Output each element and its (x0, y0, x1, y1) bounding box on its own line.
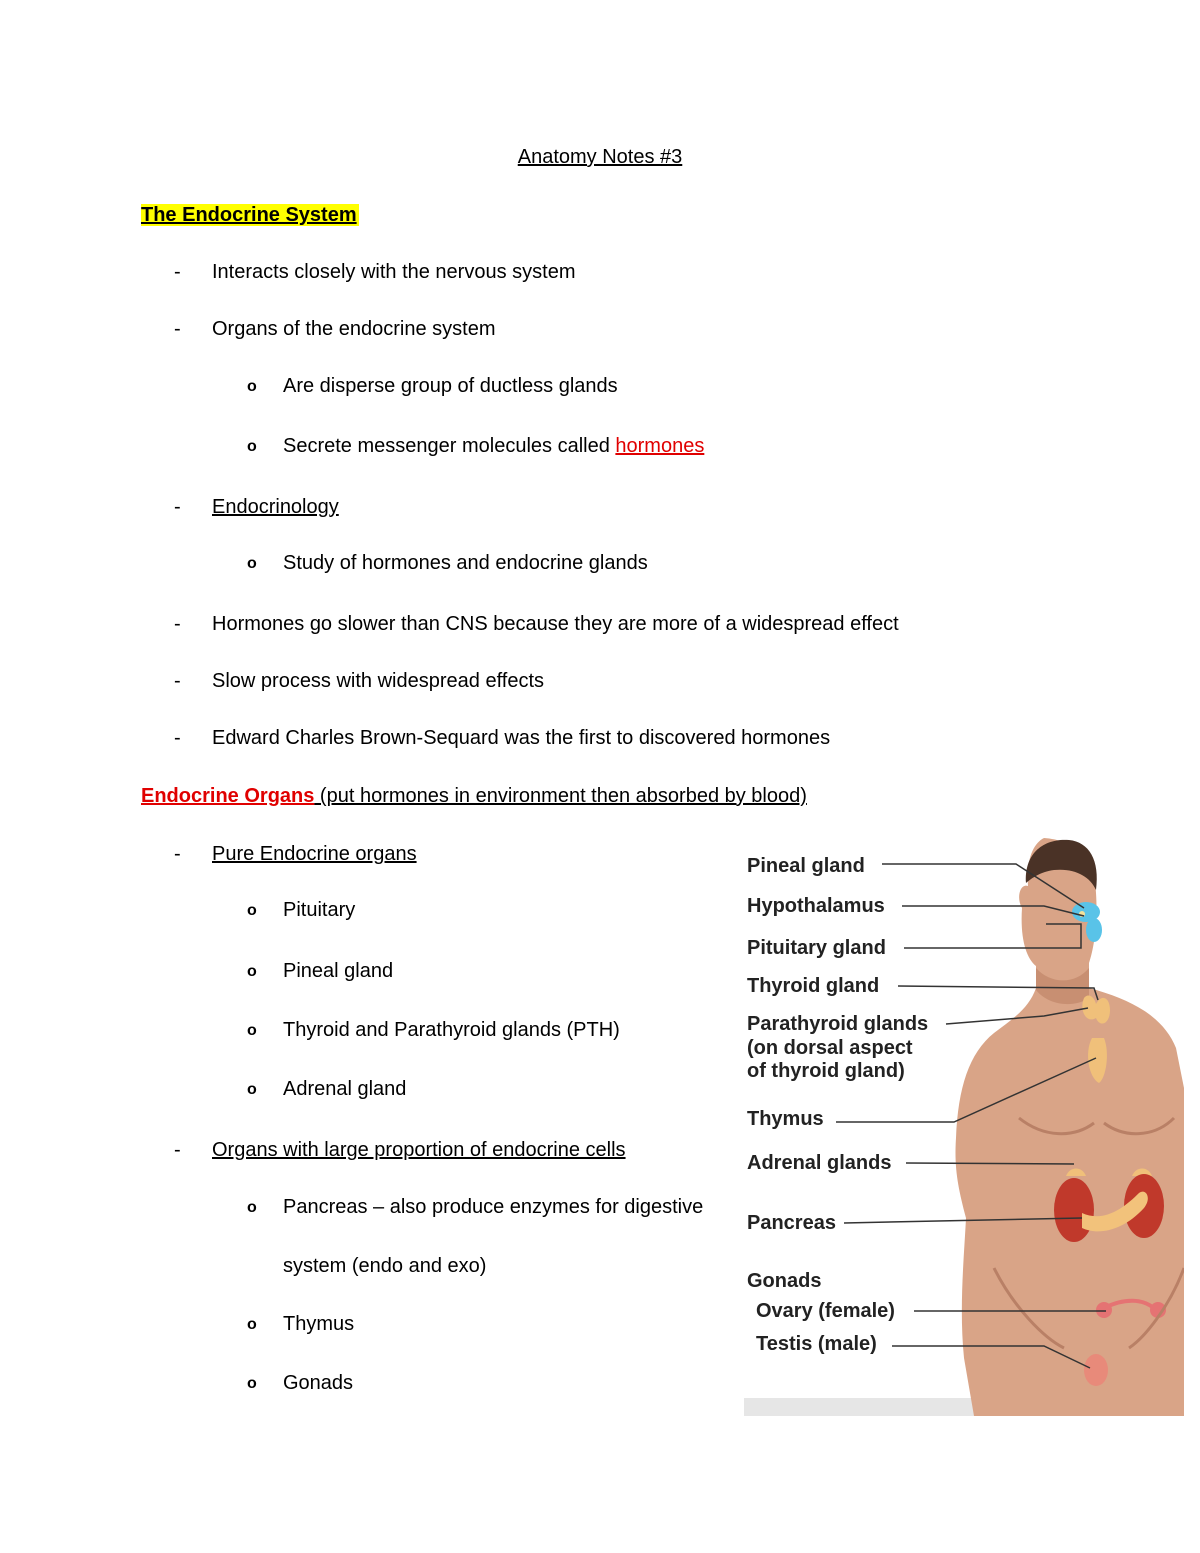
section-heading-text: The Endocrine System (141, 204, 357, 226)
circle-bullet: o (247, 1199, 257, 1216)
label-thymus: Thymus (747, 1108, 824, 1130)
dash-marker: - (174, 496, 181, 518)
dash-marker: - (174, 613, 181, 635)
circle-bullet: o (247, 378, 257, 395)
sub-bullet-text: Secrete messenger molecules called (283, 435, 616, 457)
dash-marker: - (174, 261, 181, 283)
sub-bullet-item: Pituitary (283, 899, 356, 921)
circle-bullet: o (247, 1375, 257, 1392)
circle-bullet: o (247, 555, 257, 572)
dash-marker: - (174, 727, 181, 749)
label-hypothalamus: Hypothalamus (747, 895, 885, 917)
bullet-item-endocrinology: Endocrinology (212, 496, 339, 518)
circle-bullet: o (247, 438, 257, 455)
section-heading-endocrine-organs (141, 783, 807, 809)
dash-marker: - (174, 318, 181, 340)
page-title: Anatomy Notes #3 (517, 146, 683, 168)
endocrine-figure (744, 838, 1184, 1416)
section-heading-endocrine-system (141, 202, 359, 228)
circle-bullet: o (247, 1081, 257, 1098)
circle-bullet: o (247, 963, 257, 980)
bullet-item: Edward Charles Brown-Sequard was the first to discovered hormones (212, 727, 831, 749)
dash-marker: - (174, 670, 181, 692)
sub-bullet-item: Study of hormones and endocrine glands (283, 552, 648, 574)
sub-bullet-continuation: system (endo and exo) (283, 1255, 487, 1277)
label-ovary: Ovary (female) (756, 1300, 895, 1322)
keyword-hormones: hormones (615, 435, 705, 457)
label-thyroid-gland: Thyroid gland (747, 975, 880, 997)
label-pituitary-gland: Pituitary gland (747, 937, 886, 959)
bullet-item: Slow process with widespread effects (212, 670, 545, 692)
bullet-item-pure-endocrine: Pure Endocrine organs (212, 843, 417, 865)
sub-bullet-item: Thyroid and Parathyroid glands (PTH) (283, 1019, 620, 1041)
sub-bullet-item: Gonads (283, 1372, 354, 1394)
sub-bullet-item: Pineal gland (283, 960, 394, 982)
sub-bullet-item: Are disperse group of ductless glands (283, 375, 618, 397)
section-heading-note: (put hormones in environment then absorbed by blood) (314, 785, 807, 807)
label-parathyroid-note-2: of thyroid gland) (747, 1060, 905, 1082)
bullet-item: Organs of the endocrine system (212, 318, 496, 340)
label-pancreas: Pancreas (747, 1212, 836, 1234)
sub-bullet-item: Thymus (283, 1313, 355, 1335)
bullet-item: Hormones go slower than CNS because they are more of a widespread effect (212, 613, 899, 635)
label-gonads: Gonads (747, 1270, 822, 1292)
label-parathyroid-note-1: (on dorsal aspect (747, 1037, 913, 1059)
label-testis: Testis (male) (756, 1333, 877, 1355)
sub-bullet-item (283, 433, 704, 459)
sub-bullet-item: Adrenal gland (283, 1078, 407, 1100)
section-heading-text: Endocrine Organs (141, 785, 315, 807)
circle-bullet: o (247, 902, 257, 919)
sub-bullet-item: Pancreas – also produce enzymes for digestive (283, 1196, 704, 1218)
bullet-item-large-proportion: Organs with large proportion of endocrine cells (212, 1139, 626, 1161)
label-adrenal-glands: Adrenal glands (747, 1152, 892, 1174)
label-pineal-gland: Pineal gland (747, 855, 865, 877)
circle-bullet: o (247, 1022, 257, 1039)
dash-marker: - (174, 1139, 181, 1161)
circle-bullet: o (247, 1316, 257, 1333)
dash-marker: - (174, 843, 181, 865)
bullet-item: Interacts closely with the nervous system (212, 261, 576, 283)
label-parathyroid-glands: Parathyroid glands (747, 1013, 929, 1035)
